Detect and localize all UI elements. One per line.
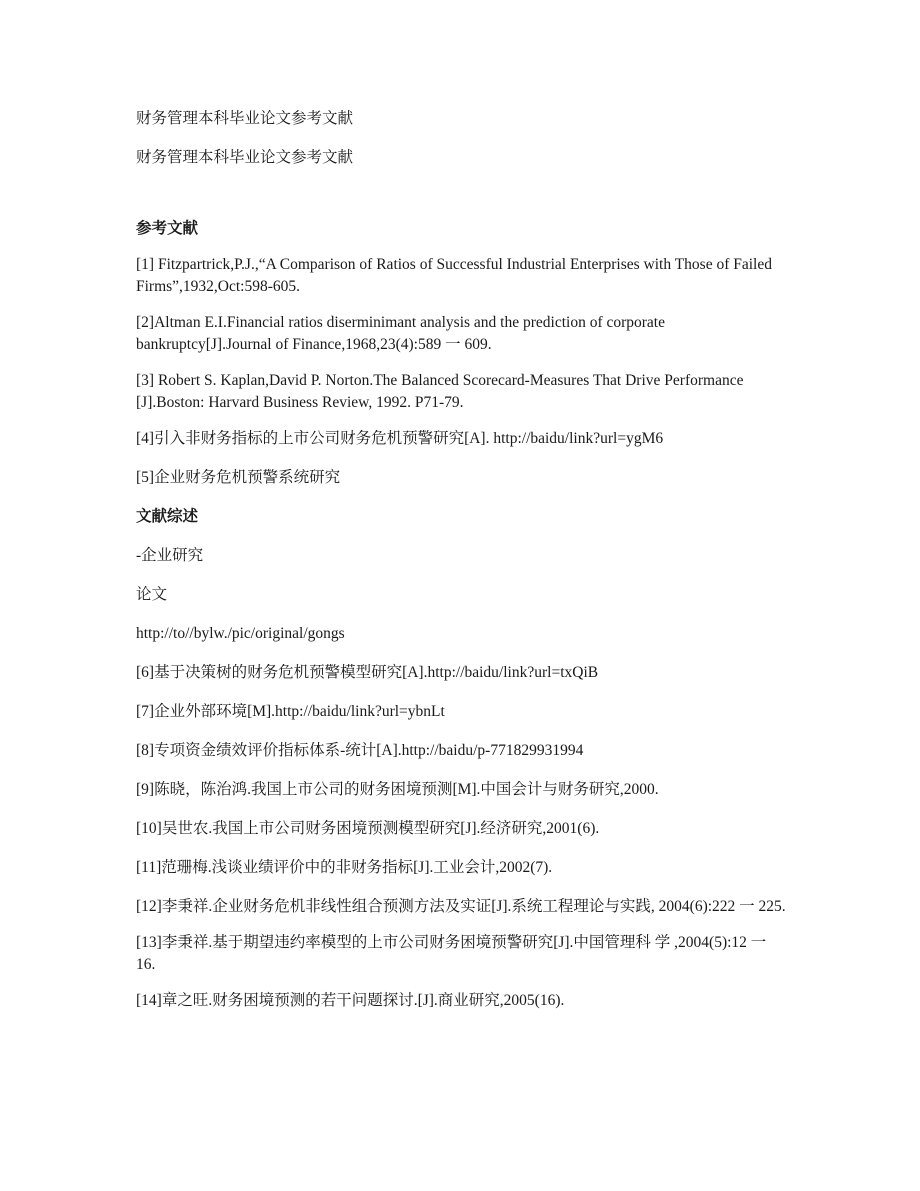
section-heading: 参考文献 (136, 220, 199, 237)
reference-6: [6]基于决策树的财务危机预警模型研究[A].http://baidu/link?url=txQiB (136, 664, 599, 681)
reference-5: [5]企业财务危机预警系统研究 (136, 469, 341, 486)
reference-3: [3] Robert S. Kaplan,David P. Norton.The Balanced Scorecard-Measures That Drive Performance [J].Boston: Harvard Business Review, 1992. P71-79. (136, 372, 744, 411)
thesis-label: 论文 (136, 586, 168, 603)
enterprise-research-label: -企业研究 (136, 547, 204, 564)
reference-11: [11]范珊梅.浅谈业绩评价中的非财务指标[J].工业会计,2002(7). (136, 859, 553, 876)
reference-4: [4]引入非财务指标的上市公司财务危机预警研究[A]. http://baidu/link?url=ygM6 (136, 430, 664, 447)
reference-13: [13]李秉祥.基于期望违约率模型的上市公司财务困境预警研究[J].中国管理科 学 ,2004(5):12 一 16. (136, 934, 767, 973)
reference-9: [9]陈晓，陈治鸿.我国上市公司的财务困境预测[M].中国会计与财务研究,2000. (136, 781, 659, 798)
literature-review-label: 文献综述 (136, 508, 199, 525)
document-subtitle: 财务管理本科毕业论文参考文献 (136, 149, 354, 166)
reference-2: [2]Altman E.I.Financial ratios diserminimant analysis and the prediction of corporate bankruptcy[J].Journal of Finance,1968,23(4):589 一 609. (136, 314, 665, 353)
reference-12: [12]李秉祥.企业财务危机非线性组合预测方法及实证[J].系统工程理论与实践, 2004(6):222 一 225. (136, 898, 786, 915)
reference-8: [8]专项资金绩效评价指标体系-统计[A].http://baidu/p-771829931994 (136, 742, 584, 759)
reference-1: [1] Fitzpartrick,P.J.,“A Comparison of Ratios of Successful Industrial Enterprises with Those of Failed Firms”,1932,Oct:598-605. (136, 256, 772, 295)
document-title: 财务管理本科毕业论文参考文献 (136, 110, 354, 127)
document-page (136, 108, 786, 1029)
reference-14: [14]章之旺.财务困境预测的若干问题探讨.[J].商业研究,2005(16). (136, 992, 565, 1009)
reference-10: [10]吴世农.我国上市公司财务困境预测模型研究[J].经济研究,2001(6). (136, 820, 600, 837)
reference-7: [7]企业外部环境[M].http://baidu/link?url=ybnLt (136, 703, 445, 720)
reference-url: http://to//bylw./pic/original/gongs (136, 625, 345, 642)
